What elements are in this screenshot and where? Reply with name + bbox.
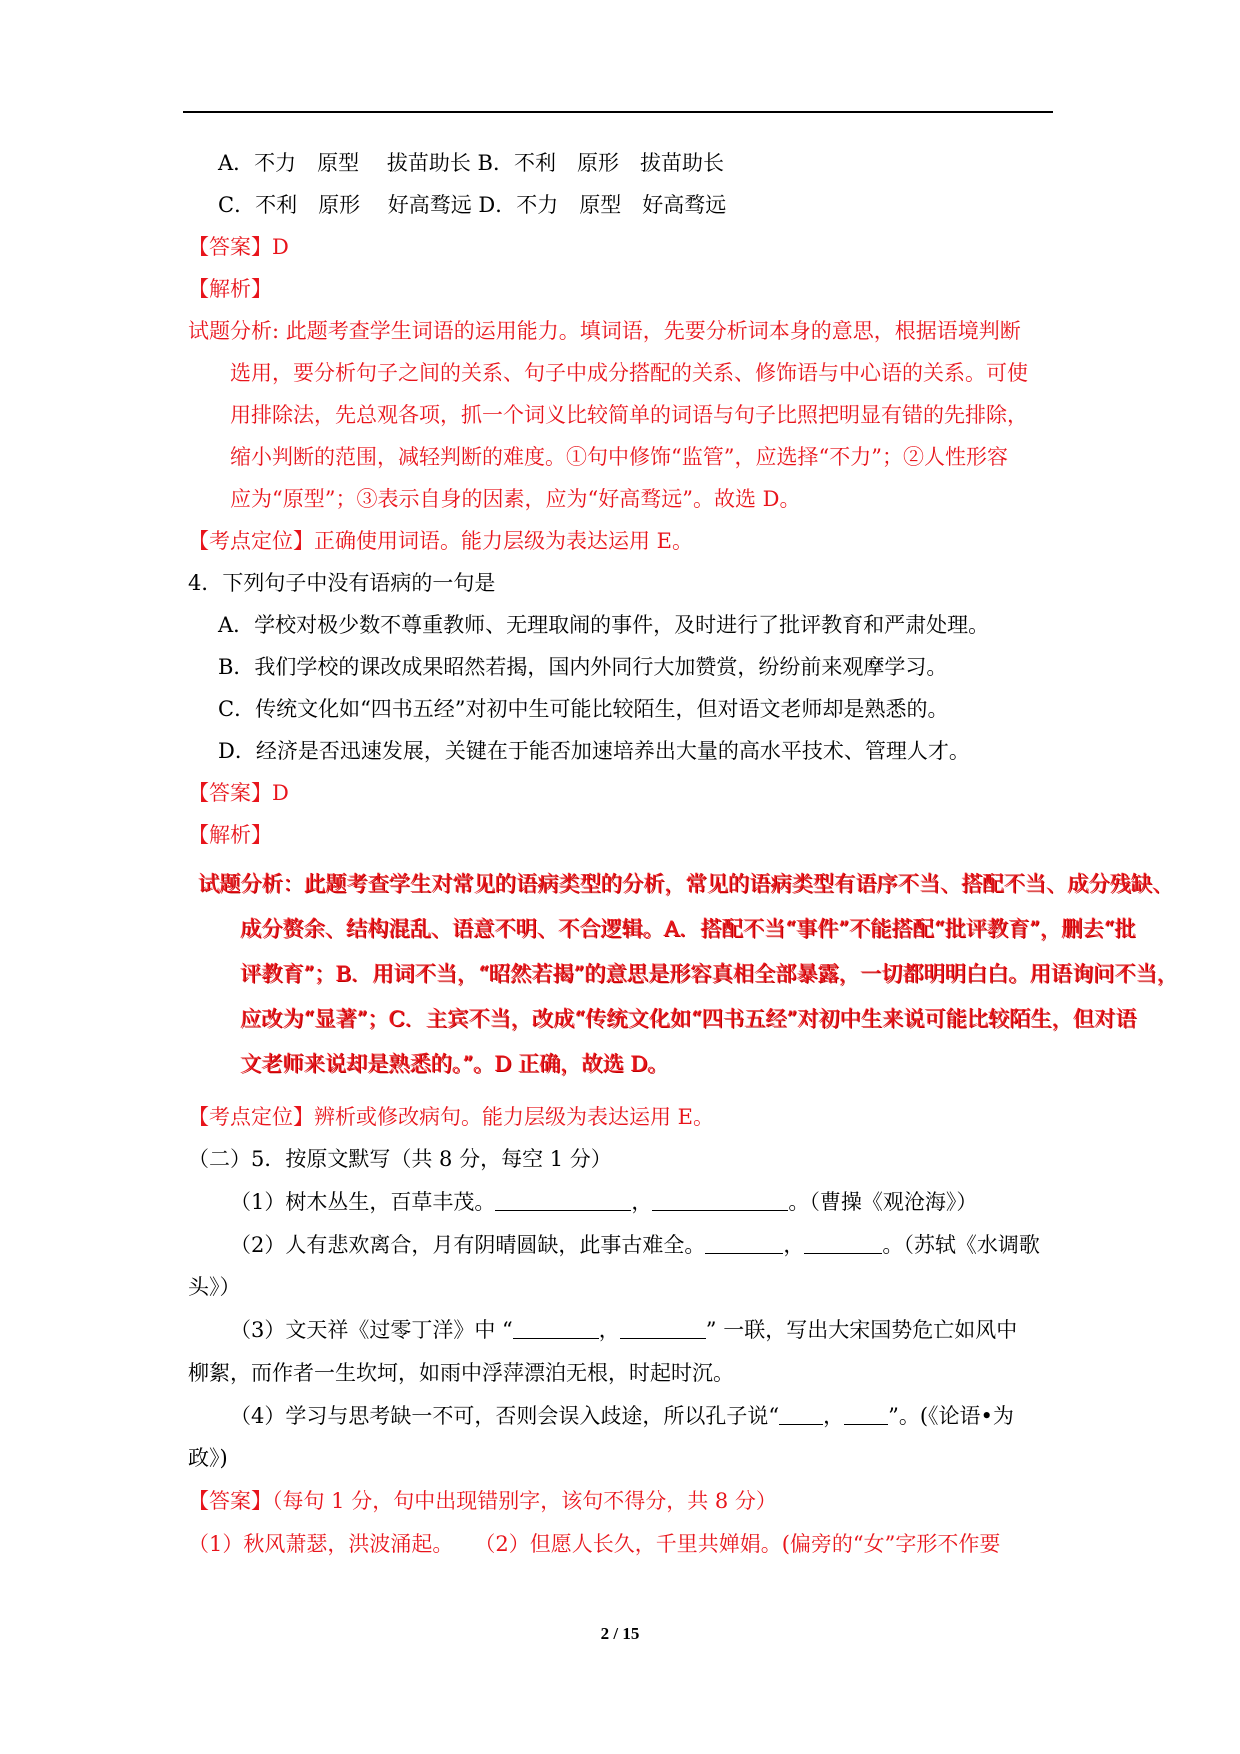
q4-point [188, 1102, 714, 1132]
header-rule [183, 111, 1053, 113]
point-tag: 【考点定位】 [188, 529, 314, 553]
q3-analysis-tag: 【解析】 [188, 277, 272, 301]
point-text: 正确使用词语。能力层级为表达运用 E。 [314, 529, 694, 553]
answer-value: D [272, 235, 289, 259]
q3-analysis-line-2: 选用，要分析句子之间的关系、句子中成分搭配的关系、修饰语与中心语的关系。可使 [230, 361, 1028, 385]
q4-analysis-line-2: 成分赘余、结构混乱、语意不明、不合逻辑。A．搭配不当“事件”不能搭配“批评教育”，删去“批 [240, 917, 1136, 942]
q4-analysis-line-4: 应改为“显著”；C．主宾不当，改成“传统文化如“四书五经”对初中生来说可能比较陌生，但对语 [240, 1007, 1137, 1032]
answer-tag: 【答案】 [188, 781, 272, 805]
q3-option-row-1: A．不力 原型 拔苗助长 B．不利 原形 拔苗助长 [218, 151, 724, 175]
q4-option-a: A．学校对极少数不尊重教师、无理取闹的事件，及时进行了批评教育和严肃处理。 [218, 613, 990, 637]
q4-answer [188, 778, 289, 808]
q4-analysis-line-3: 评教育”；B．用词不当，“昭然若揭”的意思是形容真相全部暴露，一切都明明白白。用语询问不当， [240, 962, 1178, 987]
q4-analysis-line-1: 试题分析：此题考查学生对常见的语病类型的分析，常见的语病类型有语序不当、搭配不当、成分残缺、 [198, 872, 1174, 897]
fill-blank[interactable] [513, 1318, 599, 1339]
q4-option-d: D．经济是否迅速发展，关键在于能否加速培养出大量的高水平技术、管理人才。 [218, 739, 970, 763]
fill-blank[interactable] [705, 1233, 783, 1254]
q5-item-3 [230, 1315, 1017, 1345]
answer-note: （每句 1 分，句中出现错别字，该句不得分，共 8 分） [272, 1489, 777, 1513]
item-text: ” 一联，写出大宋国势危亡如风中 [705, 1318, 1018, 1342]
separator: ， [598, 1318, 620, 1342]
point-tag: 【考点定位】 [188, 1105, 314, 1129]
item-source: 。（苏轼《水调歌 [882, 1233, 1040, 1257]
q3-analysis-line-1: 试题分析: 此题考查学生词语的运用能力。填词语，先要分析词本身的意思，根据语境判断 [188, 319, 1021, 343]
q5-item-1 [230, 1187, 977, 1217]
q4-analysis-tag: 【解析】 [188, 823, 272, 847]
q5-item-4-cont: 政》) [188, 1446, 228, 1470]
answer-tag: 【答案】 [188, 235, 272, 259]
q5-item-2-cont: 头》） [188, 1275, 241, 1299]
separator: ， [631, 1190, 653, 1214]
item-text: （1）树木丛生，百草丰茂。 [230, 1190, 496, 1214]
q4-analysis-line-5: 文老师来说却是熟悉的。”。D 正确，故选 D。 [240, 1052, 669, 1077]
q5-answer [188, 1486, 777, 1516]
fill-blank[interactable] [844, 1404, 888, 1425]
q5-item-4 [230, 1401, 1014, 1431]
item-source: ”。(《论语•为 [888, 1404, 1014, 1428]
q3-option-row-2: C．不利 原形 好高骛远 D．不力 原型 好高骛远 [218, 193, 727, 217]
q5-stem: （二）5．按原文默写（共 8 分，每空 1 分） [188, 1147, 612, 1171]
q5-item-3-cont: 柳絮，而作者一生坎坷，如雨中浮萍漂泊无根，时起时沉。 [188, 1361, 734, 1385]
item-text: （3）文天祥《过零丁洋》中 “ [230, 1318, 513, 1342]
page-number: 2 / 15 [600, 1624, 640, 1643]
q5-answer-line: （1）秋风萧瑟，洪波涌起。 （2）但愿人长久，千里共婵娟。(偏旁的“女”字形不作要 [188, 1532, 1001, 1556]
q4-stem: 4．下列句子中没有语病的一句是 [188, 571, 496, 595]
item-text: （4）学习与思考缺一不可，否则会误入歧途，所以孔子说“ [230, 1404, 780, 1428]
fill-blank[interactable] [652, 1190, 788, 1211]
q3-analysis-line-4: 缩小判断的范围，减轻判断的难度。①句中修饰“监管”，应选择“不力”；②人性形容 [230, 445, 1008, 469]
q5-item-2 [230, 1230, 1040, 1260]
q3-analysis-line-3: 用排除法，先总观各项，抓一个词义比较简单的词语与句子比照把明显有错的先排除， [230, 403, 1028, 427]
fill-blank[interactable] [495, 1190, 631, 1211]
q4-option-b: B．我们学校的课改成果昭然若揭，国内外同行大加赞赏，纷纷前来观摩学习。 [218, 655, 948, 679]
separator: ， [823, 1404, 845, 1428]
q4-option-c: C．传统文化如“四书五经”对初中生可能比较陌生，但对语文老师却是熟悉的。 [218, 697, 949, 721]
item-source: 。（曹操《观沧海》） [788, 1190, 978, 1214]
q3-analysis-line-5: 应为“原型”；③表示自身的因素，应为“好高骛远”。故选 D。 [230, 487, 801, 511]
q3-answer [188, 232, 289, 262]
fill-blank[interactable] [804, 1233, 882, 1254]
point-text: 辨析或修改病句。能力层级为表达运用 E。 [314, 1105, 715, 1129]
answer-tag: 【答案】 [188, 1489, 272, 1513]
item-text: （2）人有悲欢离合，月有阴晴圆缺，此事古难全。 [230, 1233, 706, 1257]
answer-value: D [272, 781, 289, 805]
separator: ， [783, 1233, 805, 1257]
q3-point [188, 526, 693, 556]
fill-blank[interactable] [620, 1318, 706, 1339]
fill-blank[interactable] [779, 1404, 823, 1425]
